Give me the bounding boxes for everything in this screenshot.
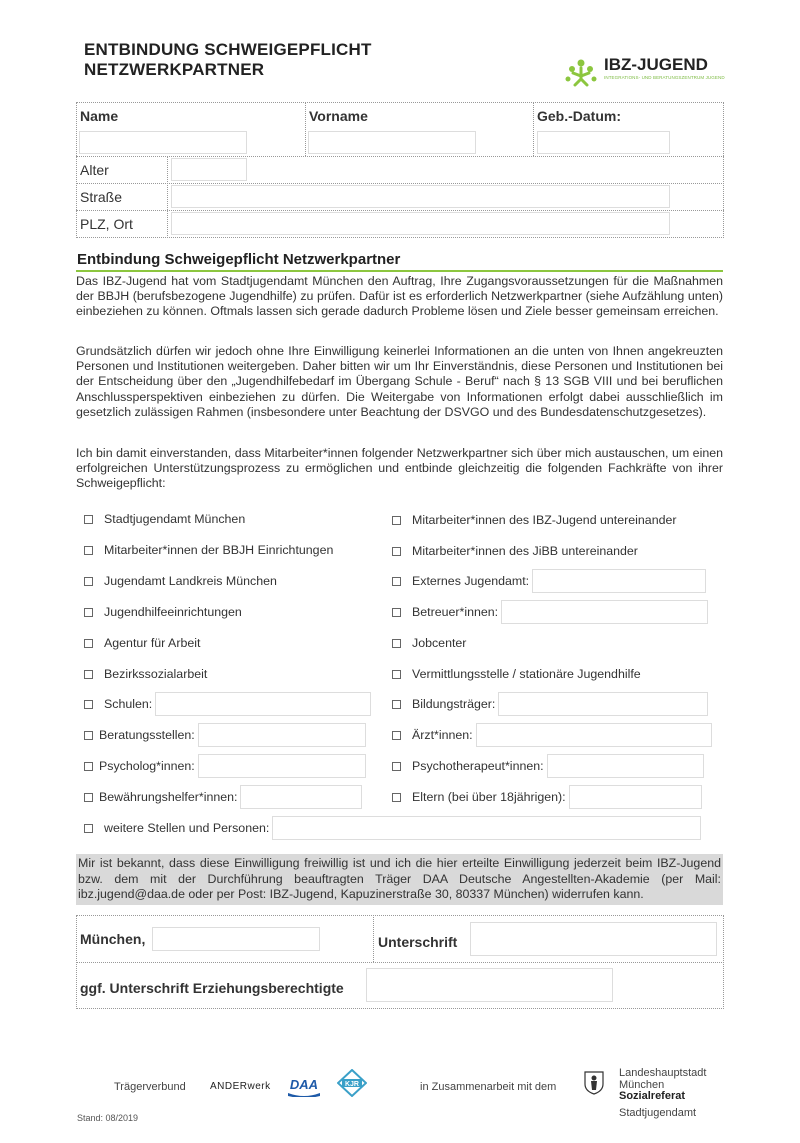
kjr-logo-text: KJR [344, 1081, 360, 1088]
psychologinnen-field[interactable] [198, 754, 366, 778]
plzort-label: PLZ, Ort [80, 216, 133, 232]
option-beratungsstellen[interactable]: Beratungsstellen: [84, 723, 366, 747]
psychotherapeutinnen-field[interactable] [547, 754, 704, 778]
gebdatum-field[interactable] [537, 131, 670, 154]
aerztinnen-field[interactable] [476, 723, 712, 747]
name-field[interactable] [79, 131, 247, 154]
muenchen-text: München [619, 1078, 665, 1091]
revocation-notice: Mir ist bekannt, dass diese Einwilligung freiwillig ist und ich die hier erteilte Einwilligung jederzeit beim IBZ-Jugend bzw. dem mit der Durchführung beauftragten Träger DAA Deutsche Angestellten-Akademie (per Mail: ibz.jugend@daa.de oder per Post: IBZ-Jugend, Kapuzinerstraße 30, 80337 München) widerrufen kann. [76, 854, 723, 905]
option-aerztinnen[interactable]: Ärzt*innen: [392, 723, 712, 747]
checkbox[interactable] [84, 824, 93, 833]
option-bewaehrungshelfer[interactable]: Bewährungshelfer*innen: [84, 785, 362, 809]
plzort-field[interactable] [171, 212, 670, 235]
option-jibb-intern[interactable]: Mitarbeiter*innen des JiBB untereinander [392, 544, 638, 558]
option-bildungstraeger[interactable]: Bildungsträger: [392, 692, 708, 716]
heading-rule [76, 270, 723, 272]
name-label: Name [80, 108, 119, 124]
option-stadtjugendamt[interactable]: Stadtjugendamt München [84, 512, 245, 526]
checkbox[interactable] [84, 546, 93, 555]
vorname-field[interactable] [308, 131, 476, 154]
ibz-logo [563, 55, 725, 91]
option-psychologinnen[interactable]: Psycholog*innen: [84, 754, 366, 778]
title-line-2: NETZWERKPARTNER [84, 60, 265, 79]
checkbox[interactable] [84, 793, 93, 802]
checkbox[interactable] [392, 608, 401, 617]
beratungsstellen-field[interactable] [198, 723, 366, 747]
option-weitere-stellen[interactable]: weitere Stellen und Personen: [84, 816, 701, 840]
ibz-logo-name: IBZ-JUGEND [604, 55, 708, 74]
checkbox[interactable] [392, 639, 401, 648]
kjr-logo [337, 1069, 367, 1097]
option-bezirkssozialarbeit[interactable]: Bezirkssozialarbeit [84, 667, 207, 681]
option-psychotherapeutinnen[interactable]: Psychotherapeut*innen: [392, 754, 704, 778]
checkbox[interactable] [84, 577, 93, 586]
option-eltern[interactable]: Eltern (bei über 18jährigen): [392, 785, 702, 809]
checkbox[interactable] [392, 731, 401, 740]
strasse-label: Straße [80, 189, 123, 205]
gebdatum-label: Geb.-Datum: [537, 108, 621, 124]
checkbox[interactable] [84, 515, 93, 524]
schulen-field[interactable] [155, 692, 371, 716]
bewaehrungshelfer-field[interactable] [240, 785, 362, 809]
checkbox[interactable] [84, 639, 93, 648]
section-heading: Entbindung Schweigepflicht Netzwerkpartner [77, 251, 401, 268]
city-label: München, [80, 931, 146, 947]
paragraph-3: Ich bin damit einverstanden, dass Mitarbeiter*innen folgender Netzwerkpartner sich über mich austauschen, um einen erfolgreichen Unterstützungsprozess zu ermöglichen und entbinde gleichzeitig die folgenden Fachkräfte von ihrer Schweigepflicht: [76, 446, 723, 491]
checkbox[interactable] [392, 793, 401, 802]
checkbox[interactable] [392, 700, 401, 709]
date-field[interactable] [152, 927, 320, 951]
ibz-logo-subtitle: INTEGRATIONS- UND BERATUNGSZENTRUM JUGEND [604, 75, 725, 80]
checkbox[interactable] [84, 762, 93, 771]
landeshauptstadt-text: Landeshauptstadt [619, 1067, 707, 1079]
option-agentur-fuer-arbeit[interactable]: Agentur für Arbeit [84, 636, 200, 650]
checkbox[interactable] [392, 577, 401, 586]
guardian-signature-field[interactable] [366, 968, 613, 1002]
betreuerinnen-field[interactable] [501, 600, 708, 624]
title-line-1: ENTBINDUNG SCHWEIGEPFLICHT [84, 40, 372, 59]
stadtjugendamt-text: Stadtjugendamt [619, 1106, 697, 1119]
munich-crest-icon [584, 1071, 604, 1095]
option-betreuerinnen[interactable]: Betreuer*innen: [392, 600, 708, 624]
paragraph-2: Grundsätzlich dürfen wir jedoch ohne Ihre Einwilligung keinerlei Informationen an die unten von Ihnen angekreuzten Personen und Institutionen weitergeben. Daher bitten wir um Ihr Einverständnis, diese Personen und Institutionen bei der Entscheidung über den „Jugendhilfebedarf im Übergang Schule - Beruf“ nach § 13 SGB VIII und bei beruflichen Anschlussperspektiven einbeziehen zu dürfen. Die Weitergabe von Informationen erfolgt dabei ausschließlich im gesetzlich zulässigen Rahmen (insbesondere unter Beachtung der DSVGO und des Bundesdatenschutzgesetzes). [76, 344, 723, 419]
weitere-stellen-field[interactable] [272, 816, 701, 840]
alter-label: Alter [80, 162, 109, 178]
option-vermittlungsstelle[interactable]: Vermittlungsstelle / stationäre Jugendhilfe [392, 667, 641, 681]
signature-field[interactable] [470, 922, 717, 956]
checkbox[interactable] [84, 700, 93, 709]
daa-logo [288, 1073, 320, 1097]
sozialreferat-text: Sozialreferat [619, 1090, 686, 1102]
traegerverbund-label: Trägerverbund [114, 1081, 186, 1093]
option-jobcenter[interactable]: Jobcenter [392, 636, 466, 650]
ibz-logo-icon [563, 55, 599, 91]
checkbox[interactable] [392, 670, 401, 679]
landeshauptstadt-block [619, 1068, 706, 1119]
paragraph-1: Das IBZ-Jugend hat vom Stadtjugendamt München den Auftrag, Ihre Zugangsvoraussetzungen für die Maßnahmen der BBJH (berufsbezogene Jugendhilfe) zu prüfen. Dafür ist es erforderlich Netzwerkpartner (siehe Aufzählung unten) einbeziehen zu können. Oftmals lassen sich gerade dadurch Probleme lösen und Ziele besser gemeinsam erreichen. [76, 274, 723, 319]
bildungstraeger-field[interactable] [498, 692, 708, 716]
option-jugendamt-landkreis[interactable]: Jugendamt Landkreis München [84, 574, 277, 588]
option-bbjh[interactable]: Mitarbeiter*innen der BBJH Einrichtungen [84, 543, 333, 557]
checkbox[interactable] [392, 762, 401, 771]
option-externes-jugendamt[interactable]: Externes Jugendamt: [392, 569, 706, 593]
anderwerk-logo: ANDERwerk [210, 1081, 271, 1092]
stand-date: Stand: 08/2019 [77, 1113, 139, 1123]
daa-logo-text: DAA [289, 1077, 319, 1092]
eltern-field[interactable] [569, 785, 702, 809]
externes-jugendamt-field[interactable] [532, 569, 706, 593]
checkbox[interactable] [392, 547, 401, 556]
checkbox[interactable] [84, 608, 93, 617]
option-jugendhilfeeinrichtungen[interactable]: Jugendhilfeeinrichtungen [84, 605, 242, 619]
zusammenarbeit-text: in Zusammenarbeit mit dem [420, 1081, 557, 1093]
checkbox[interactable] [392, 516, 401, 525]
vorname-label: Vorname [309, 108, 368, 124]
option-ibz-intern[interactable]: Mitarbeiter*innen des IBZ-Jugend untereinander [392, 513, 677, 527]
option-schulen[interactable]: Schulen: [84, 692, 371, 716]
checkbox[interactable] [84, 670, 93, 679]
checkbox[interactable] [84, 731, 93, 740]
alter-field[interactable] [171, 158, 247, 181]
strasse-field[interactable] [171, 185, 670, 208]
document-title [84, 40, 372, 80]
guardian-signature-label: ggf. Unterschrift Erziehungsberechtigte [80, 980, 344, 996]
signature-label: Unterschrift [378, 934, 458, 950]
